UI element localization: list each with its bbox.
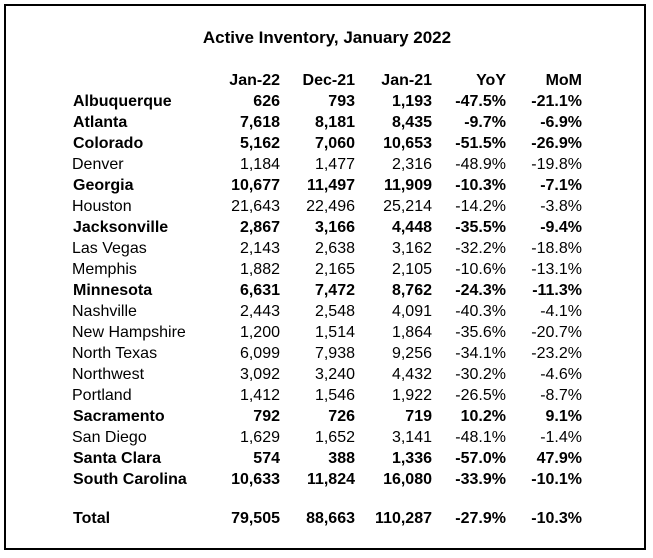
table-row — [6, 175, 648, 196]
table-title: Active Inventory, January 2022 — [202, 28, 452, 47]
cell-jan21: 719 — [405, 408, 432, 425]
row-name: Memphis — [72, 261, 137, 278]
table-row — [6, 364, 648, 385]
cell-jan21: 9,256 — [391, 345, 432, 362]
table-row — [6, 112, 648, 133]
cell-dec21: 726 — [328, 408, 355, 425]
row-name: Santa Clara — [73, 450, 162, 467]
table-row — [6, 469, 648, 490]
cell-jan22: 1,882 — [239, 261, 280, 278]
cell-yoy: -33.9% — [455, 471, 506, 488]
cell-yoy: -27.9% — [455, 510, 506, 527]
cell-dec21: 7,060 — [314, 135, 355, 152]
row-name: South Carolina — [73, 471, 187, 488]
cell-dec21: 88,663 — [306, 510, 355, 527]
cell-mom: -20.7% — [531, 324, 582, 341]
column-header-jan21: Jan-21 — [381, 72, 432, 89]
table-row — [6, 301, 648, 322]
cell-yoy: -34.1% — [455, 345, 506, 362]
cell-jan22: 1,184 — [239, 156, 280, 173]
row-name: Portland — [72, 387, 132, 404]
column-header-yoy: YoY — [476, 72, 506, 89]
cell-mom: -7.1% — [540, 177, 582, 194]
cell-jan21: 16,080 — [383, 471, 432, 488]
cell-yoy: -48.9% — [455, 156, 506, 173]
row-name: Atlanta — [73, 114, 128, 131]
row-name: Las Vegas — [72, 240, 147, 257]
cell-mom: -3.8% — [540, 198, 582, 215]
row-name: Sacramento — [73, 408, 165, 425]
row-name: New Hampshire — [72, 324, 186, 341]
cell-mom: -1.4% — [540, 429, 582, 446]
table-row — [6, 427, 648, 448]
cell-jan22: 21,643 — [231, 198, 280, 215]
table-row — [6, 196, 648, 217]
cell-jan22: 5,162 — [239, 135, 280, 152]
cell-jan22: 1,412 — [239, 387, 280, 404]
cell-jan22: 79,505 — [231, 510, 280, 527]
row-name: Total — [73, 510, 111, 527]
row-name: North Texas — [72, 345, 158, 362]
cell-jan21: 1,336 — [391, 450, 432, 467]
total-row — [6, 508, 648, 529]
cell-jan21: 25,214 — [383, 198, 432, 215]
cell-mom: -26.9% — [531, 135, 582, 152]
cell-dec21: 1,652 — [314, 429, 355, 446]
cell-dec21: 11,824 — [306, 471, 355, 488]
table-row — [6, 217, 648, 238]
cell-yoy: -40.3% — [455, 303, 506, 320]
cell-dec21: 7,938 — [314, 345, 355, 362]
cell-mom: -23.2% — [531, 345, 582, 362]
cell-jan21: 110,287 — [375, 510, 432, 527]
cell-dec21: 1,477 — [314, 156, 355, 173]
row-name: Northwest — [72, 366, 145, 383]
cell-jan22: 6,099 — [239, 345, 280, 362]
cell-yoy: -10.6% — [455, 261, 506, 278]
cell-dec21: 3,240 — [314, 366, 355, 383]
table-row — [6, 448, 648, 469]
cell-yoy: -32.2% — [455, 240, 506, 257]
column-header-mom: MoM — [545, 72, 582, 89]
cell-jan21: 4,432 — [391, 366, 432, 383]
table-row — [6, 406, 648, 427]
cell-mom: -4.1% — [540, 303, 582, 320]
table-row — [6, 322, 648, 343]
cell-mom: -10.3% — [531, 510, 582, 527]
cell-dec21: 388 — [328, 450, 355, 467]
cell-jan21: 2,105 — [391, 261, 432, 278]
cell-dec21: 22,496 — [306, 198, 355, 215]
table-row — [6, 133, 648, 154]
cell-jan22: 7,618 — [239, 114, 280, 131]
cell-dec21: 3,166 — [314, 219, 355, 236]
row-name: Nashville — [72, 303, 137, 320]
cell-yoy: 10.2% — [460, 408, 506, 425]
cell-jan22: 2,443 — [239, 303, 280, 320]
cell-jan22: 1,629 — [239, 429, 280, 446]
cell-dec21: 1,546 — [314, 387, 355, 404]
cell-yoy: -9.7% — [464, 114, 506, 131]
cell-mom: -13.1% — [531, 261, 582, 278]
cell-jan21: 1,922 — [391, 387, 432, 404]
cell-jan21: 11,909 — [383, 177, 432, 194]
cell-jan22: 10,677 — [231, 177, 280, 194]
table-row — [6, 154, 648, 175]
cell-yoy: -48.1% — [455, 429, 506, 446]
table-row — [6, 343, 648, 364]
cell-dec21: 7,472 — [314, 282, 355, 299]
cell-jan22: 2,143 — [239, 240, 280, 257]
cell-mom: 47.9% — [536, 450, 582, 467]
table-row — [6, 91, 648, 112]
cell-yoy: -14.2% — [455, 198, 506, 215]
cell-yoy: -35.5% — [455, 219, 506, 236]
row-name: Denver — [72, 156, 124, 173]
cell-yoy: -10.3% — [455, 177, 506, 194]
cell-jan21: 4,091 — [391, 303, 432, 320]
cell-dec21: 2,165 — [314, 261, 355, 278]
inventory-table-frame — [4, 4, 646, 550]
cell-mom: -4.6% — [540, 366, 582, 383]
cell-mom: 9.1% — [545, 408, 582, 425]
cell-mom: -6.9% — [540, 114, 582, 131]
cell-yoy: -26.5% — [455, 387, 506, 404]
cell-dec21: 11,497 — [306, 177, 355, 194]
cell-yoy: -35.6% — [455, 324, 506, 341]
cell-mom: -10.1% — [531, 471, 582, 488]
cell-jan22: 1,200 — [239, 324, 280, 341]
cell-mom: -21.1% — [531, 93, 582, 110]
cell-jan22: 792 — [253, 408, 280, 425]
cell-jan22: 6,631 — [239, 282, 280, 299]
cell-dec21: 2,548 — [314, 303, 355, 320]
cell-mom: -8.7% — [540, 387, 582, 404]
column-header-jan22: Jan-22 — [229, 72, 280, 89]
cell-dec21: 2,638 — [314, 240, 355, 257]
row-name: Colorado — [73, 135, 144, 152]
cell-yoy: -24.3% — [455, 282, 506, 299]
cell-mom: -11.3% — [532, 282, 582, 299]
cell-jan21: 10,653 — [383, 135, 432, 152]
cell-jan21: 8,762 — [391, 282, 432, 299]
row-name: San Diego — [72, 429, 147, 446]
cell-dec21: 8,181 — [314, 114, 355, 131]
table-row — [6, 280, 648, 301]
cell-jan22: 574 — [253, 450, 280, 467]
table-row — [6, 238, 648, 259]
table-row — [6, 385, 648, 406]
cell-jan21: 1,864 — [391, 324, 432, 341]
row-name: Houston — [72, 198, 132, 215]
row-name: Albuquerque — [73, 93, 172, 110]
cell-mom: -19.8% — [531, 156, 582, 173]
cell-jan22: 3,092 — [239, 366, 280, 383]
cell-jan21: 1,193 — [391, 93, 432, 110]
cell-dec21: 793 — [328, 93, 355, 110]
cell-jan22: 10,633 — [231, 471, 280, 488]
cell-jan22: 626 — [253, 93, 280, 110]
cell-yoy: -47.5% — [455, 93, 506, 110]
cell-jan21: 3,141 — [391, 429, 432, 446]
cell-dec21: 1,514 — [314, 324, 355, 341]
column-header-dec21: Dec-21 — [302, 72, 355, 89]
table-row — [6, 259, 648, 280]
row-name: Jacksonville — [73, 219, 169, 236]
cell-jan22: 2,867 — [239, 219, 280, 236]
row-name: Minnesota — [73, 282, 153, 299]
row-name: Georgia — [73, 177, 134, 194]
cell-yoy: -51.5% — [455, 135, 506, 152]
cell-jan21: 8,435 — [391, 114, 432, 131]
cell-mom: -18.8% — [531, 240, 582, 257]
cell-yoy: -57.0% — [455, 450, 506, 467]
cell-yoy: -30.2% — [455, 366, 506, 383]
cell-mom: -9.4% — [540, 219, 582, 236]
cell-jan21: 2,316 — [391, 156, 432, 173]
cell-jan21: 3,162 — [391, 240, 432, 257]
column-header-row — [6, 70, 648, 91]
cell-jan21: 4,448 — [391, 219, 432, 236]
